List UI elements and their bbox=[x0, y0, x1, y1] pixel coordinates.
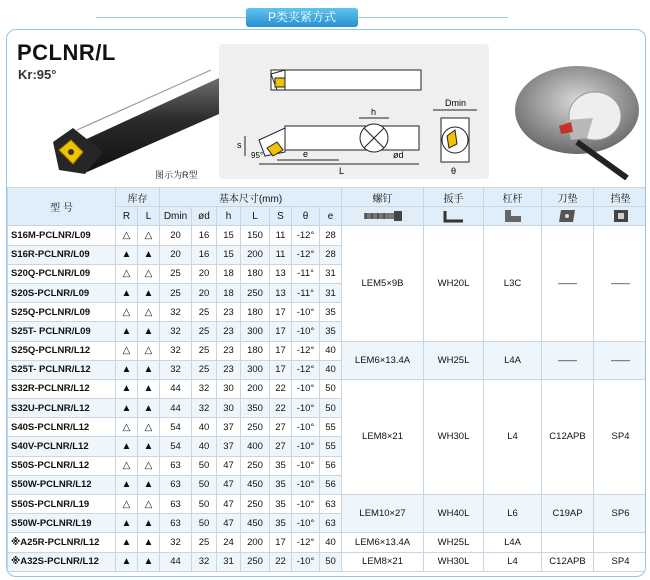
wrench-cell: WH20L bbox=[424, 226, 484, 341]
len-cell: 300 bbox=[241, 322, 270, 341]
lever-cell: L4 bbox=[484, 379, 542, 494]
theta-cell: -11° bbox=[292, 283, 320, 302]
h-cell: 47 bbox=[217, 456, 241, 475]
len-cell: 400 bbox=[241, 437, 270, 456]
e-cell: 35 bbox=[320, 322, 342, 341]
s-cell: 17 bbox=[270, 303, 292, 322]
d-cell: 25 bbox=[192, 360, 217, 379]
product-name: PCLNR/L bbox=[17, 40, 116, 65]
s-cell: 13 bbox=[270, 264, 292, 283]
h-cell: 15 bbox=[217, 226, 241, 245]
dmin-cell: 44 bbox=[160, 552, 192, 571]
model-header: 型 号 bbox=[8, 188, 116, 226]
e-cell: 56 bbox=[320, 456, 342, 475]
l-cell: △ bbox=[138, 264, 160, 283]
e-cell: 50 bbox=[320, 379, 342, 398]
screw-cell: LEM8×21 bbox=[342, 379, 424, 494]
r-cell: △ bbox=[116, 495, 138, 514]
len-cell: 250 bbox=[241, 283, 270, 302]
r-cell: △ bbox=[116, 418, 138, 437]
dim-h-label: h bbox=[371, 107, 377, 117]
r-cell: △ bbox=[116, 341, 138, 360]
len-cell: 250 bbox=[241, 495, 270, 514]
dmin-cell: 54 bbox=[160, 418, 192, 437]
len-cell: 450 bbox=[241, 475, 270, 494]
theta-cell: -10° bbox=[292, 418, 320, 437]
table-row bbox=[8, 341, 647, 360]
screw-cell: LEM10×27 bbox=[342, 495, 424, 533]
model-cell: S40S-PCLNR/L12 bbox=[8, 418, 116, 437]
d-cell: 20 bbox=[192, 264, 217, 283]
r-cell: ▲ bbox=[116, 379, 138, 398]
model-cell: S25T- PCLNR/L12 bbox=[8, 360, 116, 379]
h-cell: 31 bbox=[217, 552, 241, 571]
wrench-icon bbox=[424, 207, 484, 226]
pad-cell: C12APB bbox=[542, 379, 594, 494]
stop-cell: —— bbox=[594, 226, 646, 341]
e-cell: 55 bbox=[320, 437, 342, 456]
stop-cell: —— bbox=[594, 341, 646, 379]
e-cell: 55 bbox=[320, 418, 342, 437]
dimensions-header: 基本尺寸(mm) bbox=[160, 188, 342, 207]
h-cell: 37 bbox=[217, 437, 241, 456]
h-cell: 23 bbox=[217, 322, 241, 341]
model-cell: S50S-PCLNR/L12 bbox=[8, 456, 116, 475]
stop-cell: SP4 bbox=[594, 552, 646, 571]
s-cell: 13 bbox=[270, 283, 292, 302]
theta-cell: -10° bbox=[292, 495, 320, 514]
dmin-cell: 63 bbox=[160, 514, 192, 533]
model-cell: S32R-PCLNR/L12 bbox=[8, 379, 116, 398]
wrench-cell: WH40L bbox=[424, 495, 484, 533]
dmin-cell: 20 bbox=[160, 245, 192, 264]
dim-s-label: s bbox=[237, 140, 242, 150]
r-cell: ▲ bbox=[116, 283, 138, 302]
l-cell: ▲ bbox=[138, 245, 160, 264]
dim-theta-label: θ bbox=[451, 166, 457, 176]
d-cell: 32 bbox=[192, 552, 217, 571]
model-cell: S32U-PCLNR/L12 bbox=[8, 399, 116, 418]
wrench-cell: WH30L bbox=[424, 379, 484, 494]
l-cell: △ bbox=[138, 341, 160, 360]
kr-angle-label: Kr:95° bbox=[18, 67, 57, 82]
screw-cell: LEM6×13.4A bbox=[342, 341, 424, 379]
dim-l-label: L bbox=[339, 166, 345, 176]
e-cell: 31 bbox=[320, 283, 342, 302]
theta-cell: -10° bbox=[292, 379, 320, 398]
theta-cell: -10° bbox=[292, 399, 320, 418]
e-cell: 50 bbox=[320, 552, 342, 571]
d-cell: 25 bbox=[192, 533, 217, 552]
pad-header: 刀垫 bbox=[542, 188, 594, 207]
l-cell: ▲ bbox=[138, 360, 160, 379]
model-cell: S25Q-PCLNR/L09 bbox=[8, 303, 116, 322]
h-cell: 24 bbox=[217, 533, 241, 552]
len-cell: 180 bbox=[241, 303, 270, 322]
sub-header-length: L bbox=[241, 207, 270, 226]
s-cell: 17 bbox=[270, 360, 292, 379]
sub-header-d: ød bbox=[192, 207, 217, 226]
r-cell: ▲ bbox=[116, 552, 138, 571]
theta-cell: -12° bbox=[292, 245, 320, 264]
screw-cell: LEM6×13.4A bbox=[342, 533, 424, 552]
h-cell: 18 bbox=[217, 264, 241, 283]
d-cell: 16 bbox=[192, 245, 217, 264]
screw-cell: LEM5×9B bbox=[342, 226, 424, 341]
stop-header: 挡垫 bbox=[594, 188, 646, 207]
l-cell: ▲ bbox=[138, 475, 160, 494]
len-cell: 200 bbox=[241, 245, 270, 264]
d-cell: 25 bbox=[192, 303, 217, 322]
dmin-cell: 32 bbox=[160, 303, 192, 322]
table-row bbox=[8, 495, 647, 514]
sub-header-r: R bbox=[116, 207, 138, 226]
dmin-cell: 20 bbox=[160, 226, 192, 245]
table-row bbox=[8, 379, 647, 398]
h-cell: 47 bbox=[217, 495, 241, 514]
theta-cell: -12° bbox=[292, 360, 320, 379]
dim-d-label: ød bbox=[393, 150, 404, 160]
table-row bbox=[8, 226, 647, 245]
theta-cell: -10° bbox=[292, 322, 320, 341]
sub-header-dmin: Dmin bbox=[160, 207, 192, 226]
model-cell: S25Q-PCLNR/L12 bbox=[8, 341, 116, 360]
model-cell: S50W-PCLNR/L12 bbox=[8, 475, 116, 494]
pad-cell bbox=[542, 533, 594, 552]
theta-cell: -11° bbox=[292, 264, 320, 283]
theta-cell: -10° bbox=[292, 437, 320, 456]
s-cell: 35 bbox=[270, 514, 292, 533]
r-cell: ▲ bbox=[116, 360, 138, 379]
dmin-cell: 32 bbox=[160, 341, 192, 360]
d-cell: 25 bbox=[192, 341, 217, 360]
screw-icon bbox=[342, 207, 424, 226]
model-cell: S20Q-PCLNR/L09 bbox=[8, 264, 116, 283]
dmin-cell: 44 bbox=[160, 399, 192, 418]
r-cell: ▲ bbox=[116, 475, 138, 494]
model-cell: ※A32S-PCLNR/L12 bbox=[8, 552, 116, 571]
lever-cell: L4A bbox=[484, 341, 542, 379]
len-cell: 300 bbox=[241, 360, 270, 379]
wrench-header: 扳手 bbox=[424, 188, 484, 207]
l-cell: △ bbox=[138, 456, 160, 475]
len-cell: 180 bbox=[241, 264, 270, 283]
d-cell: 25 bbox=[192, 322, 217, 341]
dmin-cell: 44 bbox=[160, 379, 192, 398]
d-cell: 50 bbox=[192, 475, 217, 494]
dmin-cell: 63 bbox=[160, 495, 192, 514]
e-cell: 35 bbox=[320, 303, 342, 322]
s-cell: 11 bbox=[270, 226, 292, 245]
theta-cell: -10° bbox=[292, 475, 320, 494]
d-cell: 50 bbox=[192, 456, 217, 475]
s-cell: 11 bbox=[270, 245, 292, 264]
s-cell: 17 bbox=[270, 322, 292, 341]
d-cell: 20 bbox=[192, 283, 217, 302]
r-cell: ▲ bbox=[116, 514, 138, 533]
l-cell: △ bbox=[138, 495, 160, 514]
model-cell: S20S-PCLNR/L09 bbox=[8, 283, 116, 302]
l-cell: ▲ bbox=[138, 514, 160, 533]
lever-icon bbox=[484, 207, 542, 226]
dim-e-label: e bbox=[303, 149, 309, 159]
lever-cell: L6 bbox=[484, 495, 542, 533]
model-cell: S16R-PCLNR/L09 bbox=[8, 245, 116, 264]
technical-drawing bbox=[219, 44, 489, 179]
d-cell: 32 bbox=[192, 399, 217, 418]
r-cell: ▲ bbox=[116, 533, 138, 552]
l-cell: △ bbox=[138, 226, 160, 245]
model-cell: S50W-PCLNR/L19 bbox=[8, 514, 116, 533]
h-cell: 18 bbox=[217, 283, 241, 302]
dmin-cell: 32 bbox=[160, 322, 192, 341]
table-row bbox=[8, 552, 647, 571]
len-cell: 200 bbox=[241, 379, 270, 398]
len-cell: 450 bbox=[241, 514, 270, 533]
d-cell: 50 bbox=[192, 495, 217, 514]
pad-cell: C19AP bbox=[542, 495, 594, 533]
len-cell: 200 bbox=[241, 533, 270, 552]
sub-header-l: L bbox=[138, 207, 160, 226]
d-cell: 32 bbox=[192, 379, 217, 398]
e-cell: 28 bbox=[320, 245, 342, 264]
dmin-cell: 25 bbox=[160, 283, 192, 302]
l-cell: △ bbox=[138, 418, 160, 437]
pad-cell: C12APB bbox=[542, 552, 594, 571]
theta-cell: -10° bbox=[292, 514, 320, 533]
dmin-cell: 32 bbox=[160, 533, 192, 552]
e-cell: 28 bbox=[320, 226, 342, 245]
h-cell: 47 bbox=[217, 514, 241, 533]
stop-cell: SP6 bbox=[594, 495, 646, 533]
l-cell: △ bbox=[138, 303, 160, 322]
d-cell: 40 bbox=[192, 418, 217, 437]
section-title-tab: P类夹紧方式 bbox=[246, 8, 358, 27]
lever-header: 杠杆 bbox=[484, 188, 542, 207]
r-cell: ▲ bbox=[116, 322, 138, 341]
r-cell: △ bbox=[116, 303, 138, 322]
s-cell: 17 bbox=[270, 533, 292, 552]
sub-header-e: e bbox=[320, 207, 342, 226]
l-cell: ▲ bbox=[138, 379, 160, 398]
e-cell: 40 bbox=[320, 533, 342, 552]
theta-cell: -12° bbox=[292, 341, 320, 360]
l-cell: ▲ bbox=[138, 552, 160, 571]
drawing-svg bbox=[219, 44, 489, 179]
l-cell: ▲ bbox=[138, 283, 160, 302]
l-cell: ▲ bbox=[138, 437, 160, 456]
stop-icon bbox=[594, 207, 646, 226]
dim-dmin-label: Dmin bbox=[445, 98, 467, 108]
h-cell: 30 bbox=[217, 379, 241, 398]
s-cell: 27 bbox=[270, 437, 292, 456]
model-cell: S25T- PCLNR/L09 bbox=[8, 322, 116, 341]
theta-cell: -10° bbox=[292, 303, 320, 322]
len-cell: 350 bbox=[241, 399, 270, 418]
specification-table bbox=[7, 187, 646, 572]
wrench-cell: WH30L bbox=[424, 552, 484, 571]
dmin-cell: 54 bbox=[160, 437, 192, 456]
r-cell: ▲ bbox=[116, 245, 138, 264]
h-cell: 23 bbox=[217, 341, 241, 360]
screw-cell: LEM8×21 bbox=[342, 552, 424, 571]
h-cell: 47 bbox=[217, 475, 241, 494]
model-cell: S40V-PCLNR/L12 bbox=[8, 437, 116, 456]
sub-header-s: S bbox=[270, 207, 292, 226]
s-cell: 17 bbox=[270, 341, 292, 360]
len-cell: 250 bbox=[241, 552, 270, 571]
r-cell: △ bbox=[116, 226, 138, 245]
dmin-cell: 63 bbox=[160, 456, 192, 475]
d-cell: 50 bbox=[192, 514, 217, 533]
e-cell: 50 bbox=[320, 399, 342, 418]
pad-cell: —— bbox=[542, 341, 594, 379]
e-cell: 31 bbox=[320, 264, 342, 283]
dmin-cell: 25 bbox=[160, 264, 192, 283]
len-cell: 250 bbox=[241, 456, 270, 475]
dmin-cell: 63 bbox=[160, 475, 192, 494]
sub-header-h: h bbox=[217, 207, 241, 226]
e-cell: 40 bbox=[320, 360, 342, 379]
catalog-frame bbox=[6, 29, 646, 577]
e-cell: 63 bbox=[320, 495, 342, 514]
s-cell: 22 bbox=[270, 399, 292, 418]
e-cell: 56 bbox=[320, 475, 342, 494]
model-cell: S16M-PCLNR/L09 bbox=[8, 226, 116, 245]
wrench-cell: WH25L bbox=[424, 533, 484, 552]
screw-header: 螺钉 bbox=[342, 188, 424, 207]
dim-angle-label: 95° bbox=[251, 151, 264, 160]
h-cell: 15 bbox=[217, 245, 241, 264]
len-cell: 250 bbox=[241, 418, 270, 437]
l-cell: ▲ bbox=[138, 399, 160, 418]
pad-icon bbox=[542, 207, 594, 226]
stock-header: 库存 bbox=[116, 188, 160, 207]
l-cell: ▲ bbox=[138, 322, 160, 341]
s-cell: 35 bbox=[270, 475, 292, 494]
r-cell: ▲ bbox=[116, 437, 138, 456]
theta-cell: -12° bbox=[292, 226, 320, 245]
lever-cell: L4A bbox=[484, 533, 542, 552]
len-cell: 150 bbox=[241, 226, 270, 245]
l-cell: ▲ bbox=[138, 533, 160, 552]
r-cell: △ bbox=[116, 264, 138, 283]
stop-cell bbox=[594, 533, 646, 552]
h-cell: 23 bbox=[217, 303, 241, 322]
wrench-cell: WH25L bbox=[424, 341, 484, 379]
len-cell: 180 bbox=[241, 341, 270, 360]
d-cell: 40 bbox=[192, 437, 217, 456]
product-header bbox=[7, 30, 646, 187]
model-cell: S50S-PCLNR/L19 bbox=[8, 495, 116, 514]
s-cell: 35 bbox=[270, 495, 292, 514]
s-cell: 27 bbox=[270, 418, 292, 437]
model-cell: ※A25R-PCLNR/L12 bbox=[8, 533, 116, 552]
stop-cell: SP4 bbox=[594, 379, 646, 494]
dmin-cell: 32 bbox=[160, 360, 192, 379]
s-cell: 35 bbox=[270, 456, 292, 475]
s-cell: 22 bbox=[270, 552, 292, 571]
h-cell: 37 bbox=[217, 418, 241, 437]
h-cell: 23 bbox=[217, 360, 241, 379]
theta-cell: -12° bbox=[292, 533, 320, 552]
table-row bbox=[8, 533, 647, 552]
figure-caption: 图示为R型 bbox=[155, 170, 198, 180]
e-cell: 40 bbox=[320, 341, 342, 360]
theta-cell: -10° bbox=[292, 552, 320, 571]
s-cell: 22 bbox=[270, 379, 292, 398]
pad-cell: —— bbox=[542, 226, 594, 341]
h-cell: 30 bbox=[217, 399, 241, 418]
theta-cell: -10° bbox=[292, 456, 320, 475]
e-cell: 63 bbox=[320, 514, 342, 533]
lever-cell: L3C bbox=[484, 226, 542, 341]
sub-header-theta: θ bbox=[292, 207, 320, 226]
d-cell: 16 bbox=[192, 226, 217, 245]
machining-photo bbox=[497, 60, 646, 180]
r-cell: △ bbox=[116, 456, 138, 475]
r-cell: ▲ bbox=[116, 399, 138, 418]
specification-rows bbox=[8, 226, 647, 571]
lever-cell: L4 bbox=[484, 552, 542, 571]
